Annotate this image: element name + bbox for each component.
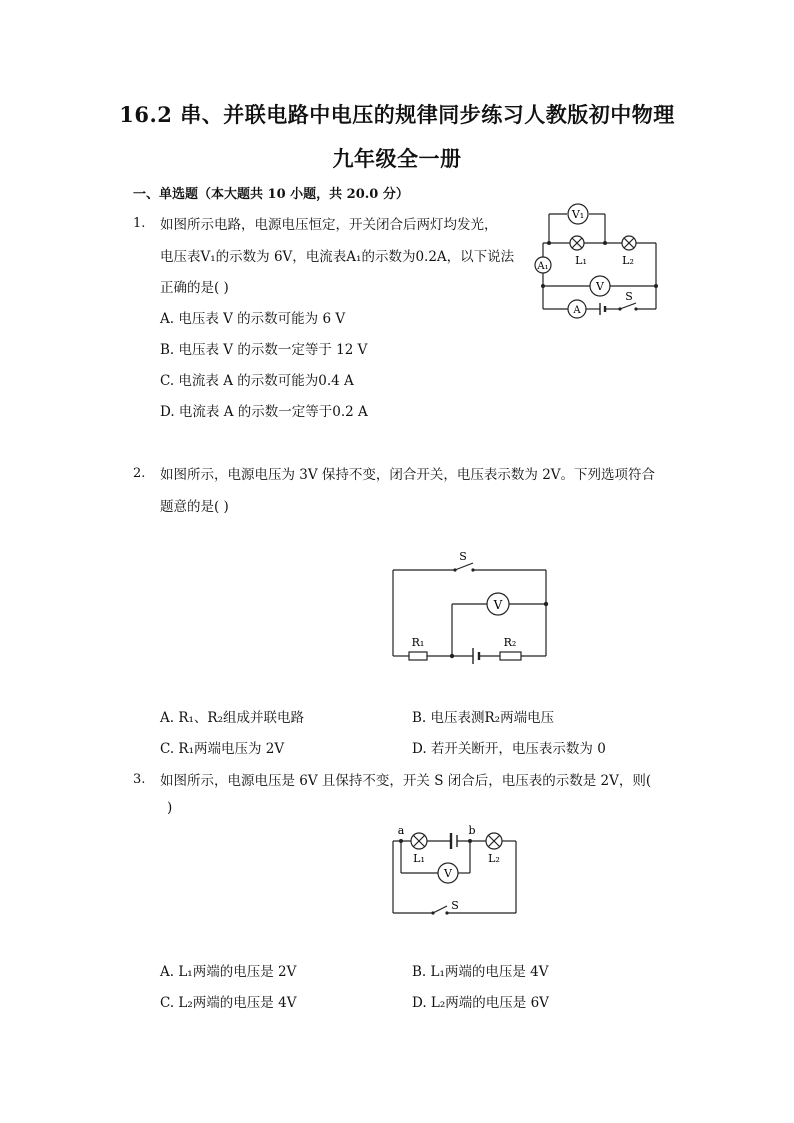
q3-b-label: b (468, 825, 476, 837)
q1-option-b[interactable]: B. 电压表 V 的示数一定等于 12 V (160, 342, 368, 358)
q2-number: 2. (133, 466, 146, 481)
q3-option-c[interactable]: C. L₂两端的电压是 4V (160, 995, 297, 1011)
q3-v-label: V (444, 867, 452, 880)
section-header: 一、单选题（本大题共 10 小题，共 20.0 分） (133, 187, 409, 202)
q2-v-label: V (493, 598, 503, 612)
q3-l1-label: L₁ (413, 852, 425, 865)
q3-option-b[interactable]: B. L₁两端的电压是 4V (412, 964, 549, 980)
q2-r1-label: R₁ (411, 636, 425, 649)
q1-a-label: A (573, 305, 581, 316)
q3-s-label: S (451, 899, 459, 912)
q1-s-label: S (625, 290, 633, 303)
q3-stem-line-1: 如图所示，电源电压是 6V 且保持不变，开关 S 闭合后，电压表的示数是 2V，则( (160, 773, 652, 789)
q2-option-a[interactable]: A. R₁、R₂组成并联电路 (160, 710, 304, 726)
q2-option-c[interactable]: C. R₁两端电压为 2V (160, 741, 285, 757)
q2-option-b[interactable]: B. 电压表测R₂两端电压 (412, 710, 555, 726)
q3-option-d[interactable]: D. L₂两端的电压是 6V (412, 995, 549, 1011)
q1-stem-line-3: 正确的是( ) (160, 280, 229, 296)
q2-option-d[interactable]: D. 若开关断开，电压表示数为 0 (412, 741, 606, 757)
q1-stem-line-1: 如图所示电路，电源电压恒定，开关闭合后两灯均发光， (160, 217, 498, 233)
q1-v1-label: V₁ (571, 208, 585, 221)
q1-l2-label: L₂ (622, 254, 634, 267)
page-title: 16.2 串、并联电路中电压的规律同步练习人教版初中物理 (119, 102, 675, 127)
q3-circuit-diagram (385, 825, 525, 919)
q2-stem-line-2: 题意的是( ) (160, 499, 229, 515)
q2-stem-line-1: 如图所示，电源电压为 3V 保持不变，闭合开关，电压表示数为 2V。下列选项符合 (160, 467, 656, 483)
q3-option-a[interactable]: A. L₁两端的电压是 2V (160, 964, 297, 980)
q1-stem-line-2: 电压表V₁的示数为 6V，电流表A₁的示数为0.2A，以下说法 (160, 249, 515, 265)
q2-s-label: S (459, 550, 467, 563)
q1-option-d[interactable]: D. 电流表 A 的示数一定等于0.2 A (160, 404, 368, 420)
q1-option-a[interactable]: A. 电压表 V 的示数可能为 6 V (160, 311, 346, 327)
q1-a1-label: A₁ (537, 261, 549, 272)
q3-stem-line-2: ) (167, 800, 173, 816)
q1-l1-label: L₁ (575, 254, 587, 267)
q2-circuit-diagram (385, 548, 555, 666)
q1-circuit-diagram (528, 200, 668, 322)
q3-l2-label: L₂ (488, 852, 500, 865)
q3-number: 3. (133, 772, 146, 787)
q3-a-label: a (397, 825, 405, 837)
q1-option-c[interactable]: C. 电流表 A 的示数可能为0.4 A (160, 373, 354, 389)
q2-r2-label: R₂ (503, 636, 517, 649)
page-subtitle: 九年级全一册 (332, 146, 462, 171)
q1-v-label: V (596, 280, 604, 293)
q1-number: 1. (133, 216, 146, 231)
